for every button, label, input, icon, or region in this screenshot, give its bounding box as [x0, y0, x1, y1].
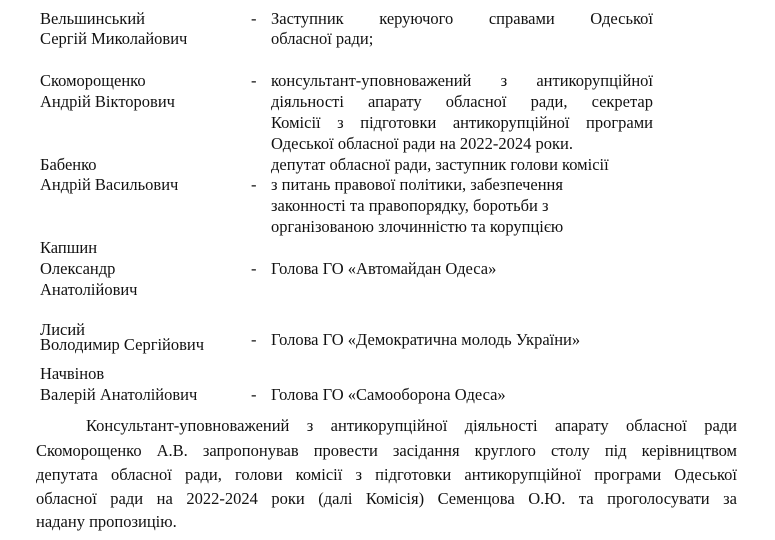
member-description-line: Голова ГО «Самооборона Одеса» — [271, 385, 506, 404]
member-name-line: Бабенко — [40, 155, 97, 174]
member-description-line: Голова ГО «Демократична молодь України» — [271, 330, 581, 349]
member-name-line: Вельшинський — [40, 9, 145, 28]
member-dash: - — [251, 330, 257, 349]
member-name-line: Анатолійович — [40, 280, 138, 299]
member-dash: - — [251, 71, 257, 90]
member-description-line: Заступник керуючого справами Одеської — [271, 9, 653, 28]
member-description-line: обласної ради; — [271, 29, 374, 48]
member-dash: - — [251, 385, 257, 404]
member-name-line: Володимир Сергійович — [40, 335, 205, 354]
member-name-line: Сергій Миколайович — [40, 29, 188, 48]
member-name-line: Андрій Васильович — [40, 175, 179, 194]
paragraph-line: надану пропозицію. — [36, 512, 177, 531]
member-description-line: Комісії з підготовки антикорупційної програми — [271, 113, 653, 132]
member-name-line: Скоморощенко — [40, 71, 146, 90]
member-description-line: Голова ГО «Автомайдан Одеса» — [271, 259, 497, 278]
paragraph-line: Консультант-уповноважений з антикорупційної діяльності апарату обласної ради — [86, 416, 737, 435]
member-description-line: Одеської обласної ради на 2022-2024 роки. — [271, 134, 574, 153]
member-description-line: консультант-уповноважений з антикорупційної — [271, 71, 653, 90]
member-dash: - — [251, 9, 257, 28]
member-dash: - — [251, 175, 257, 194]
paragraph-line: обласної ради на 2022-2024 роки (далі Комісія) Семенцова О.Ю. та проголосувати за — [36, 489, 737, 508]
member-dash: - — [251, 259, 257, 278]
member-name-line: Начвінов — [40, 364, 105, 383]
paragraph-line: депутата обласної ради, голови комісії з підготовки антикорупційної програми Одеської — [36, 465, 737, 484]
member-name-line: Олександр — [40, 259, 116, 278]
member-description-line: організованою злочинністю та корупцією — [271, 217, 564, 236]
member-description-line: діяльності апарату обласної ради, секретар — [271, 92, 653, 111]
member-name-line: Валерій Анатолійович — [40, 385, 198, 404]
member-description-line: з питань правової політики, забезпечення — [271, 175, 563, 194]
member-description-line: законності та правопорядку, боротьби з — [271, 196, 549, 215]
paragraph-line: Скоморощенко А.В. запропонував провести засідання круглого столу під керівництвом — [36, 441, 737, 460]
member-name-line: Капшин — [40, 238, 98, 257]
member-name-line: Лисий — [40, 320, 86, 339]
member-description-line: депутат обласної ради, заступник голови комісії — [271, 155, 609, 174]
member-name-line: Андрій Вікторович — [40, 92, 175, 111]
